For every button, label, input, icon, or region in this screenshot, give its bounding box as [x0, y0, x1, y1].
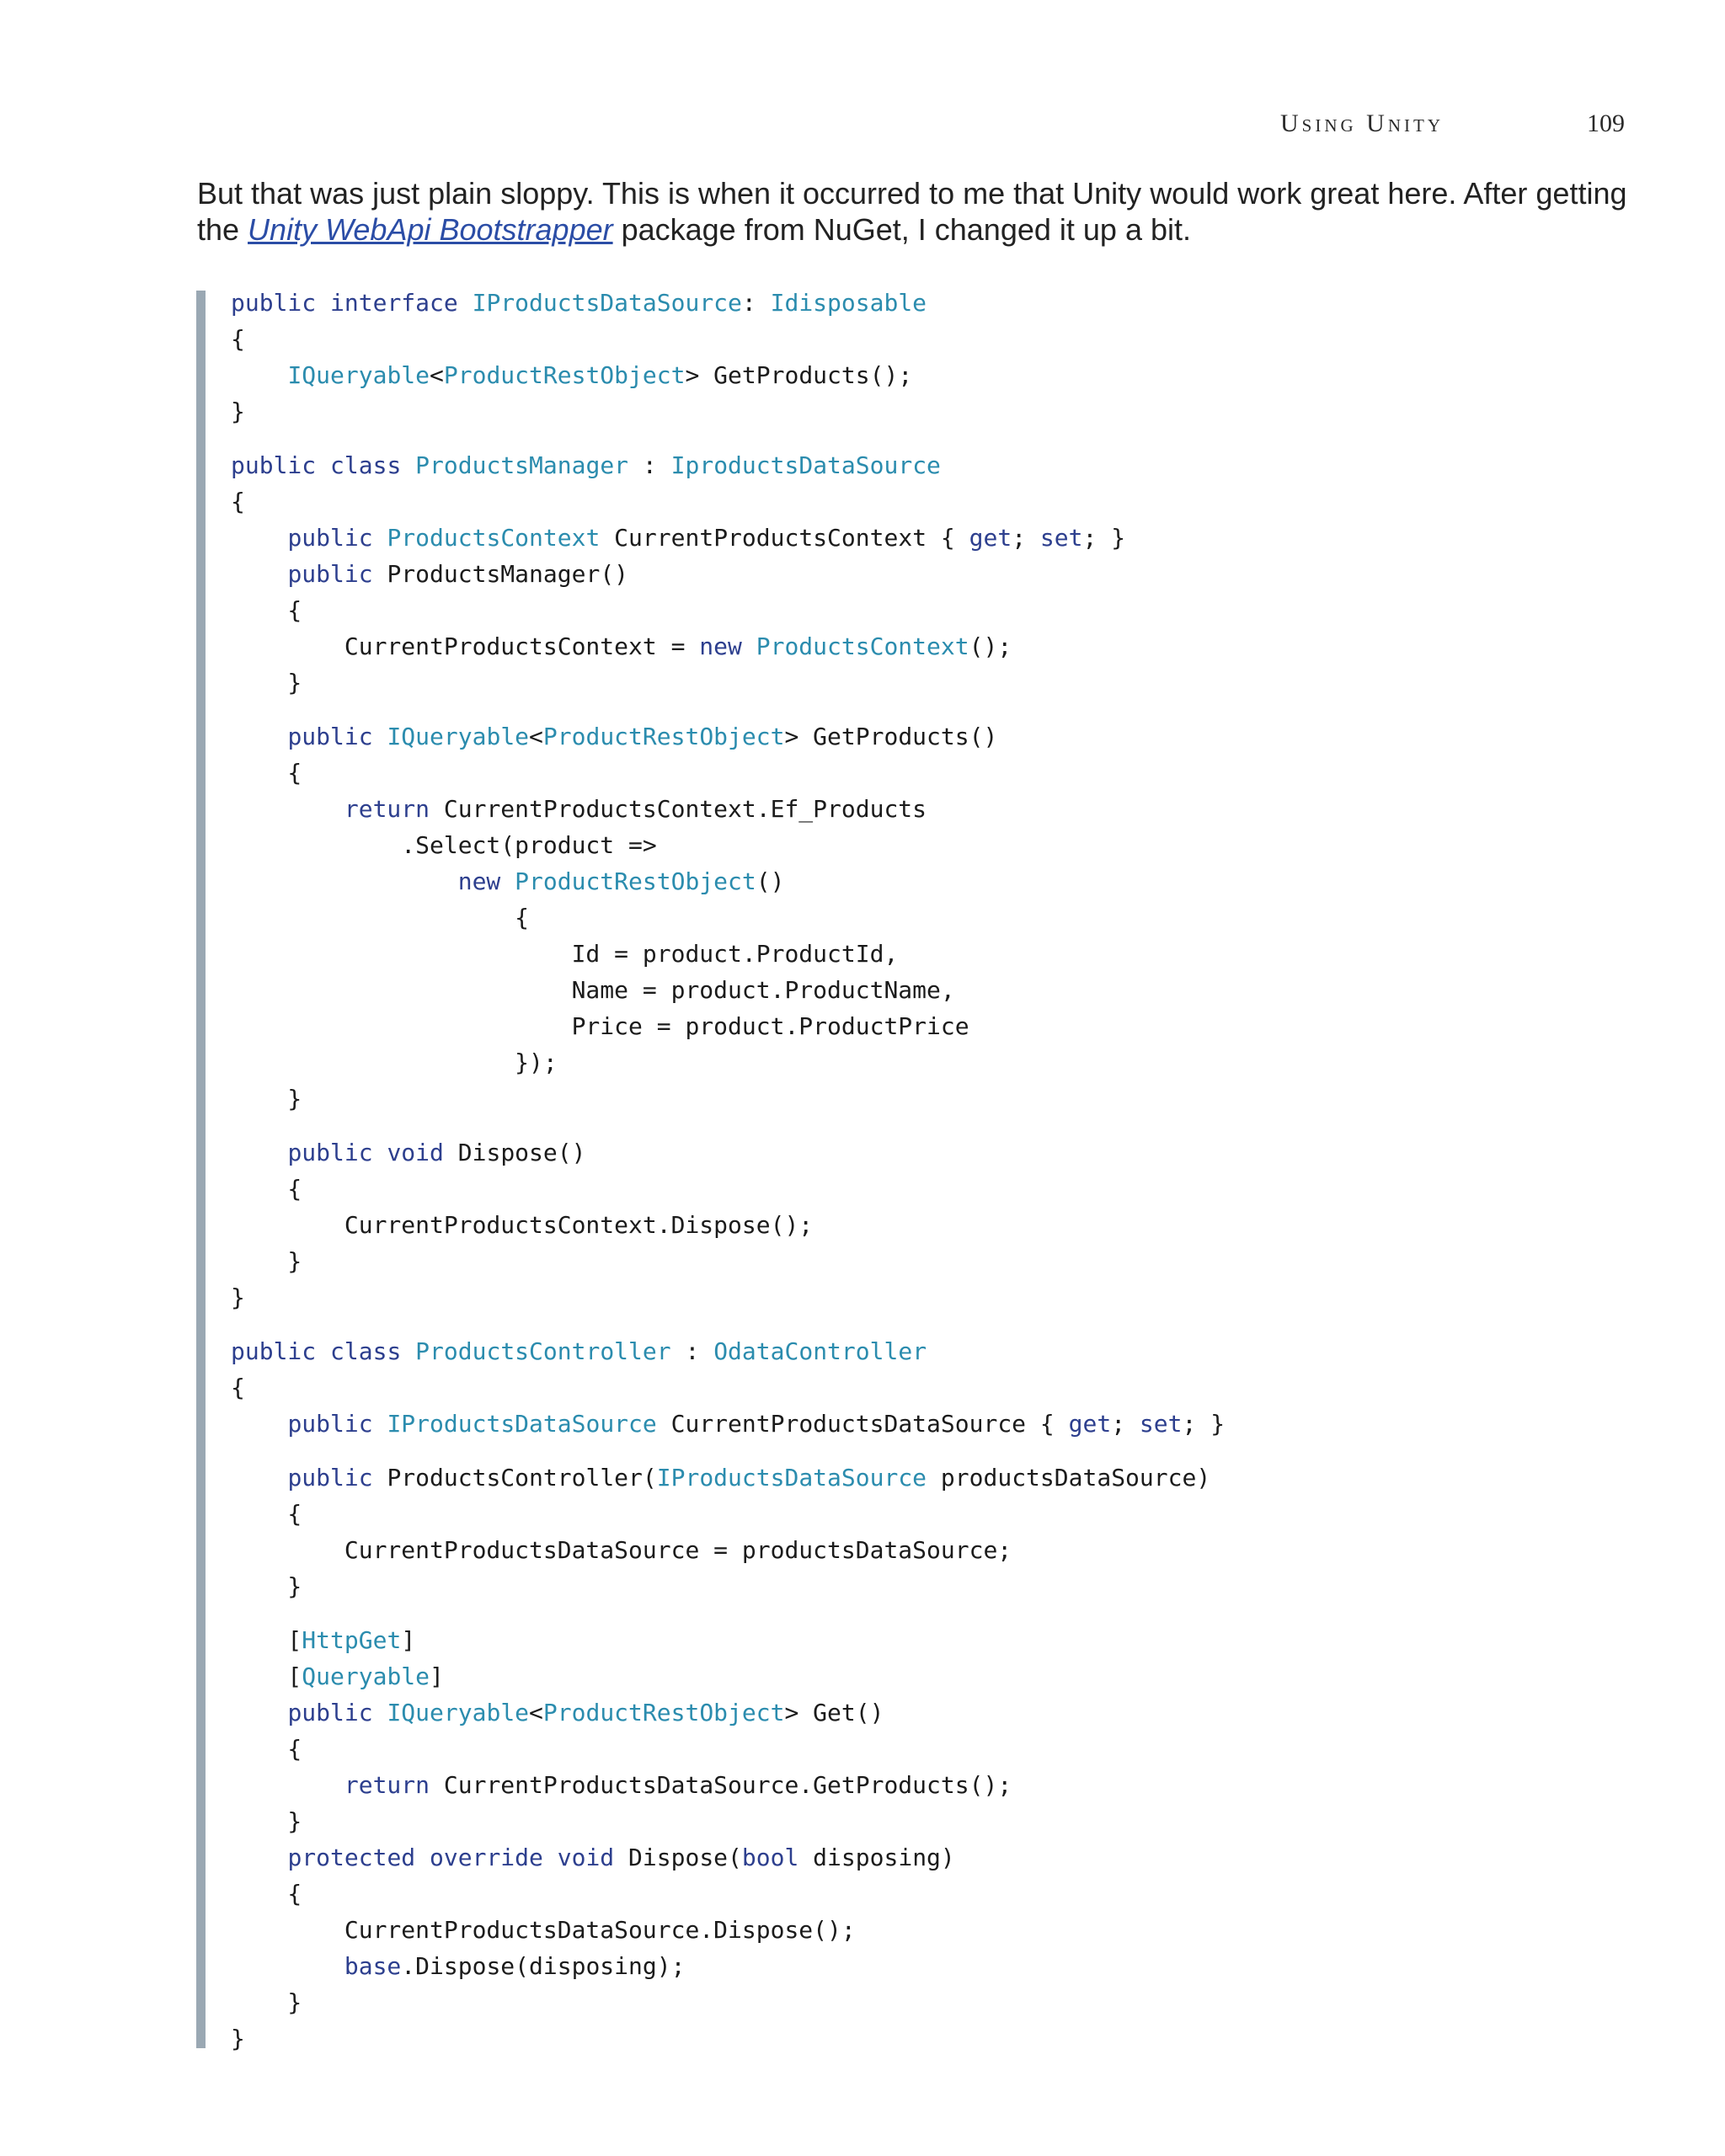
- code-keyword: return: [344, 795, 430, 823]
- code-type-name: IproductsDataSource: [670, 451, 941, 479]
- code-line: [231, 393, 1225, 430]
- code-keyword: public: [287, 560, 373, 588]
- code-text: ProductsController(: [372, 1464, 657, 1492]
- code-line: [231, 483, 1225, 520]
- code-text: (): [756, 867, 785, 895]
- code-text: ;: [1012, 524, 1040, 552]
- code-line: [231, 1243, 1225, 1279]
- page-header: [0, 109, 1725, 152]
- code-keyword: new: [699, 632, 742, 660]
- code-text: Price = product.ProductPrice: [231, 1012, 969, 1040]
- code-spacer: [231, 701, 1225, 718]
- code-text: CurrentProductsContext.Ef_Products: [430, 795, 927, 823]
- code-keyword: void: [557, 1844, 615, 1871]
- code-line: [231, 520, 1225, 556]
- code-type-name: ProductRestObject: [443, 361, 686, 389]
- code-text: > Get(): [784, 1699, 884, 1726]
- code-text: CurrentProductsDataSource = productsDataSource;: [231, 1536, 1012, 1564]
- code-keyword: public: [231, 289, 317, 317]
- code-text: {: [231, 1175, 302, 1203]
- code-spacer: [231, 1315, 1225, 1333]
- page-number: 109: [1587, 109, 1625, 137]
- code-line: [231, 1134, 1225, 1171]
- code-type-name: ProductRestObject: [515, 867, 756, 895]
- code-text: [458, 289, 473, 317]
- code-text: <: [529, 1699, 543, 1726]
- code-type-name: ProductRestObject: [542, 1699, 785, 1726]
- code-line: [231, 1044, 1225, 1081]
- unity-webapi-bootstrapper-link[interactable]: Unity WebApi Bootstrapper: [248, 212, 613, 247]
- code-keyword: return: [344, 1771, 430, 1799]
- code-type-name: Queryable: [302, 1662, 430, 1690]
- code-text: }: [231, 398, 245, 425]
- code-text: }: [231, 1572, 302, 1600]
- code-type-name: ProductRestObject: [542, 723, 785, 750]
- code-line: [231, 1406, 1225, 1442]
- code-line: [231, 1008, 1225, 1044]
- code-keyword: set: [1039, 524, 1083, 552]
- code-keyword: public: [287, 1139, 373, 1166]
- code-line: [231, 1948, 1225, 1984]
- code-keyword: public: [287, 1410, 373, 1438]
- code-text: Dispose(): [443, 1139, 586, 1166]
- code-spacer: [231, 1604, 1225, 1622]
- code-spacer: [231, 1442, 1225, 1460]
- code-text: });: [231, 1049, 558, 1076]
- code-line: [231, 718, 1225, 755]
- code-line: [231, 1369, 1225, 1406]
- intro-text-before-link: But that was just plain sloppy. This is when it occurred to me that Unity would work great here. After getting the: [197, 176, 1627, 247]
- code-type-name: ProductsManager: [415, 451, 629, 479]
- code-text: [373, 524, 387, 552]
- code-text: [373, 1410, 387, 1438]
- code-line: [231, 1876, 1225, 1912]
- code-keyword: class: [330, 1337, 402, 1365]
- code-keyword: override: [430, 1844, 543, 1871]
- code-type-name: Idisposable: [770, 289, 927, 317]
- code-line: [231, 1532, 1225, 1568]
- code-keyword: new: [457, 867, 501, 895]
- code-line: [231, 447, 1225, 483]
- code-text: {: [231, 596, 302, 624]
- code-line: [231, 1839, 1225, 1876]
- code-type-name: IQueryable: [387, 1699, 530, 1726]
- code-text: }: [231, 1085, 302, 1113]
- code-line: [231, 791, 1225, 827]
- code-text: }: [231, 1283, 245, 1311]
- code-block-rule: [196, 291, 206, 2048]
- code-text: ;: [1111, 1410, 1140, 1438]
- code-text: <: [529, 723, 543, 750]
- code-keyword: public: [287, 1464, 373, 1492]
- code-text: ; }: [1082, 524, 1126, 552]
- code-text: [231, 361, 287, 389]
- code-text: Name = product.ProductName,: [231, 976, 955, 1004]
- code-text: }: [231, 1988, 302, 2016]
- code-text: [231, 723, 287, 750]
- code-text: :: [741, 289, 771, 317]
- code-text: {: [231, 1500, 302, 1528]
- code-line: [231, 1984, 1225, 2020]
- code-keyword: bool: [741, 1844, 799, 1871]
- code-text: Id = product.ProductId,: [231, 940, 899, 968]
- code-text: [231, 1844, 287, 1871]
- running-head: Using Unity: [1280, 109, 1444, 137]
- code-text: {: [231, 1735, 302, 1763]
- code-line: [231, 1803, 1225, 1839]
- code-line: [231, 321, 1225, 357]
- code-keyword: public: [287, 723, 373, 750]
- code-text: CurrentProductsContext {: [600, 524, 969, 552]
- code-text: ();: [969, 632, 1012, 660]
- code-line: [231, 1658, 1225, 1694]
- code-text: ; }: [1182, 1410, 1226, 1438]
- code-text: [373, 723, 387, 750]
- code-text: [231, 524, 287, 552]
- code-keyword: get: [969, 524, 1012, 552]
- code-text: disposing): [798, 1844, 955, 1871]
- code-text: CurrentProductsDataSource {: [656, 1410, 1069, 1438]
- code-text: }: [231, 2025, 245, 2052]
- code-text: [231, 1464, 287, 1492]
- code-type-name: ProductsController: [415, 1337, 671, 1365]
- intro-paragraph: [197, 175, 1629, 248]
- code-keyword: public: [287, 524, 373, 552]
- intro-text-after-link: package from NuGet, I changed it up a bit.: [612, 212, 1191, 247]
- code-text: {: [231, 325, 245, 353]
- code-line: [231, 1171, 1225, 1207]
- code-text: [231, 867, 458, 895]
- code-line: [231, 863, 1225, 899]
- code-text: productsDataSource): [927, 1464, 1211, 1492]
- code-text: <: [430, 361, 444, 389]
- code-type-name: ProductsContext: [387, 524, 601, 552]
- code-text: ]: [430, 1662, 444, 1690]
- code-type-name: IQueryable: [387, 723, 530, 750]
- code-text: [231, 1699, 287, 1726]
- code-line: [231, 592, 1225, 628]
- code-line: [231, 1912, 1225, 1948]
- code-text: [401, 451, 415, 479]
- code-line: [231, 1694, 1225, 1731]
- code-line: [231, 1767, 1225, 1803]
- code-text: [231, 1952, 344, 1980]
- code-keyword: set: [1139, 1410, 1183, 1438]
- code-text: {: [231, 1374, 245, 1401]
- code-text: CurrentProductsContext.Dispose();: [231, 1211, 814, 1239]
- code-text: }: [231, 1807, 302, 1835]
- code-text: {: [231, 759, 302, 787]
- code-text: [415, 1844, 430, 1871]
- code-line: [231, 628, 1225, 664]
- code-text: [500, 867, 515, 895]
- code-text: ProductsManager(): [372, 560, 629, 588]
- code-keyword: public: [231, 1337, 317, 1365]
- code-text: [231, 1771, 344, 1799]
- code-line: [231, 556, 1225, 592]
- code-text: [231, 795, 344, 823]
- code-line: [231, 936, 1225, 972]
- code-line: [231, 1081, 1225, 1117]
- code-line: [231, 1460, 1225, 1496]
- code-text: [401, 1337, 415, 1365]
- code-text: .Select(product =>: [231, 831, 657, 859]
- code-line: [231, 972, 1225, 1008]
- code-text: [373, 1699, 387, 1726]
- code-line: [231, 2020, 1225, 2057]
- code-spacer: [231, 1117, 1225, 1134]
- code-text: {: [231, 1880, 302, 1908]
- code-line: [231, 1333, 1225, 1369]
- code-text: [373, 1139, 387, 1166]
- code-type-name: ProductsContext: [756, 632, 969, 660]
- code-text: > GetProducts();: [685, 361, 913, 389]
- code-text: [316, 289, 330, 317]
- code-text: CurrentProductsContext =: [231, 632, 700, 660]
- code-text: [742, 632, 756, 660]
- code-text: {: [231, 488, 245, 515]
- code-type-name: IQueryable: [287, 361, 430, 389]
- code-line: [231, 357, 1225, 393]
- code-keyword: base: [344, 1952, 402, 1980]
- code-text: }: [231, 1247, 302, 1275]
- code-line: [231, 285, 1225, 321]
- code-text: [316, 1337, 330, 1365]
- code-text: [231, 1139, 287, 1166]
- code-keyword: public: [287, 1699, 373, 1726]
- code-type-name: IProductsDataSource: [656, 1464, 927, 1492]
- code-keyword: class: [330, 451, 402, 479]
- code-text: [231, 560, 287, 588]
- code-keyword: public: [231, 451, 317, 479]
- code-keyword: void: [387, 1139, 444, 1166]
- code-type-name: IProductsDataSource: [472, 289, 742, 317]
- code-text: [543, 1844, 558, 1871]
- code-line: [231, 664, 1225, 701]
- code-line: [231, 1496, 1225, 1532]
- code-line: [231, 899, 1225, 936]
- code-text: Dispose(: [614, 1844, 742, 1871]
- code-text: .Dispose(disposing);: [401, 1952, 686, 1980]
- code-line: [231, 1207, 1225, 1243]
- code-line: [231, 755, 1225, 791]
- code-text: ]: [401, 1626, 416, 1654]
- code-text: :: [628, 451, 671, 479]
- code-spacer: [231, 430, 1225, 447]
- code-block: [231, 285, 1225, 2057]
- code-text: [: [231, 1662, 302, 1690]
- code-type-name: OdataController: [713, 1337, 927, 1365]
- code-keyword: get: [1068, 1410, 1112, 1438]
- code-text: CurrentProductsDataSource.Dispose();: [231, 1916, 856, 1944]
- code-text: [316, 451, 330, 479]
- code-line: [231, 1279, 1225, 1315]
- code-line: [231, 1568, 1225, 1604]
- code-line: [231, 827, 1225, 863]
- code-line: [231, 1622, 1225, 1658]
- code-type-name: IProductsDataSource: [387, 1410, 657, 1438]
- code-text: CurrentProductsDataSource.GetProducts();: [430, 1771, 1012, 1799]
- code-line: [231, 1731, 1225, 1767]
- code-text: {: [231, 904, 530, 931]
- code-text: [231, 1410, 287, 1438]
- code-text: > GetProducts(): [784, 723, 998, 750]
- code-text: :: [670, 1337, 714, 1365]
- code-keyword: interface: [330, 289, 458, 317]
- code-text: [: [231, 1626, 302, 1654]
- code-type-name: HttpGet: [302, 1626, 402, 1654]
- code-text: }: [231, 669, 302, 696]
- code-keyword: protected: [287, 1844, 416, 1871]
